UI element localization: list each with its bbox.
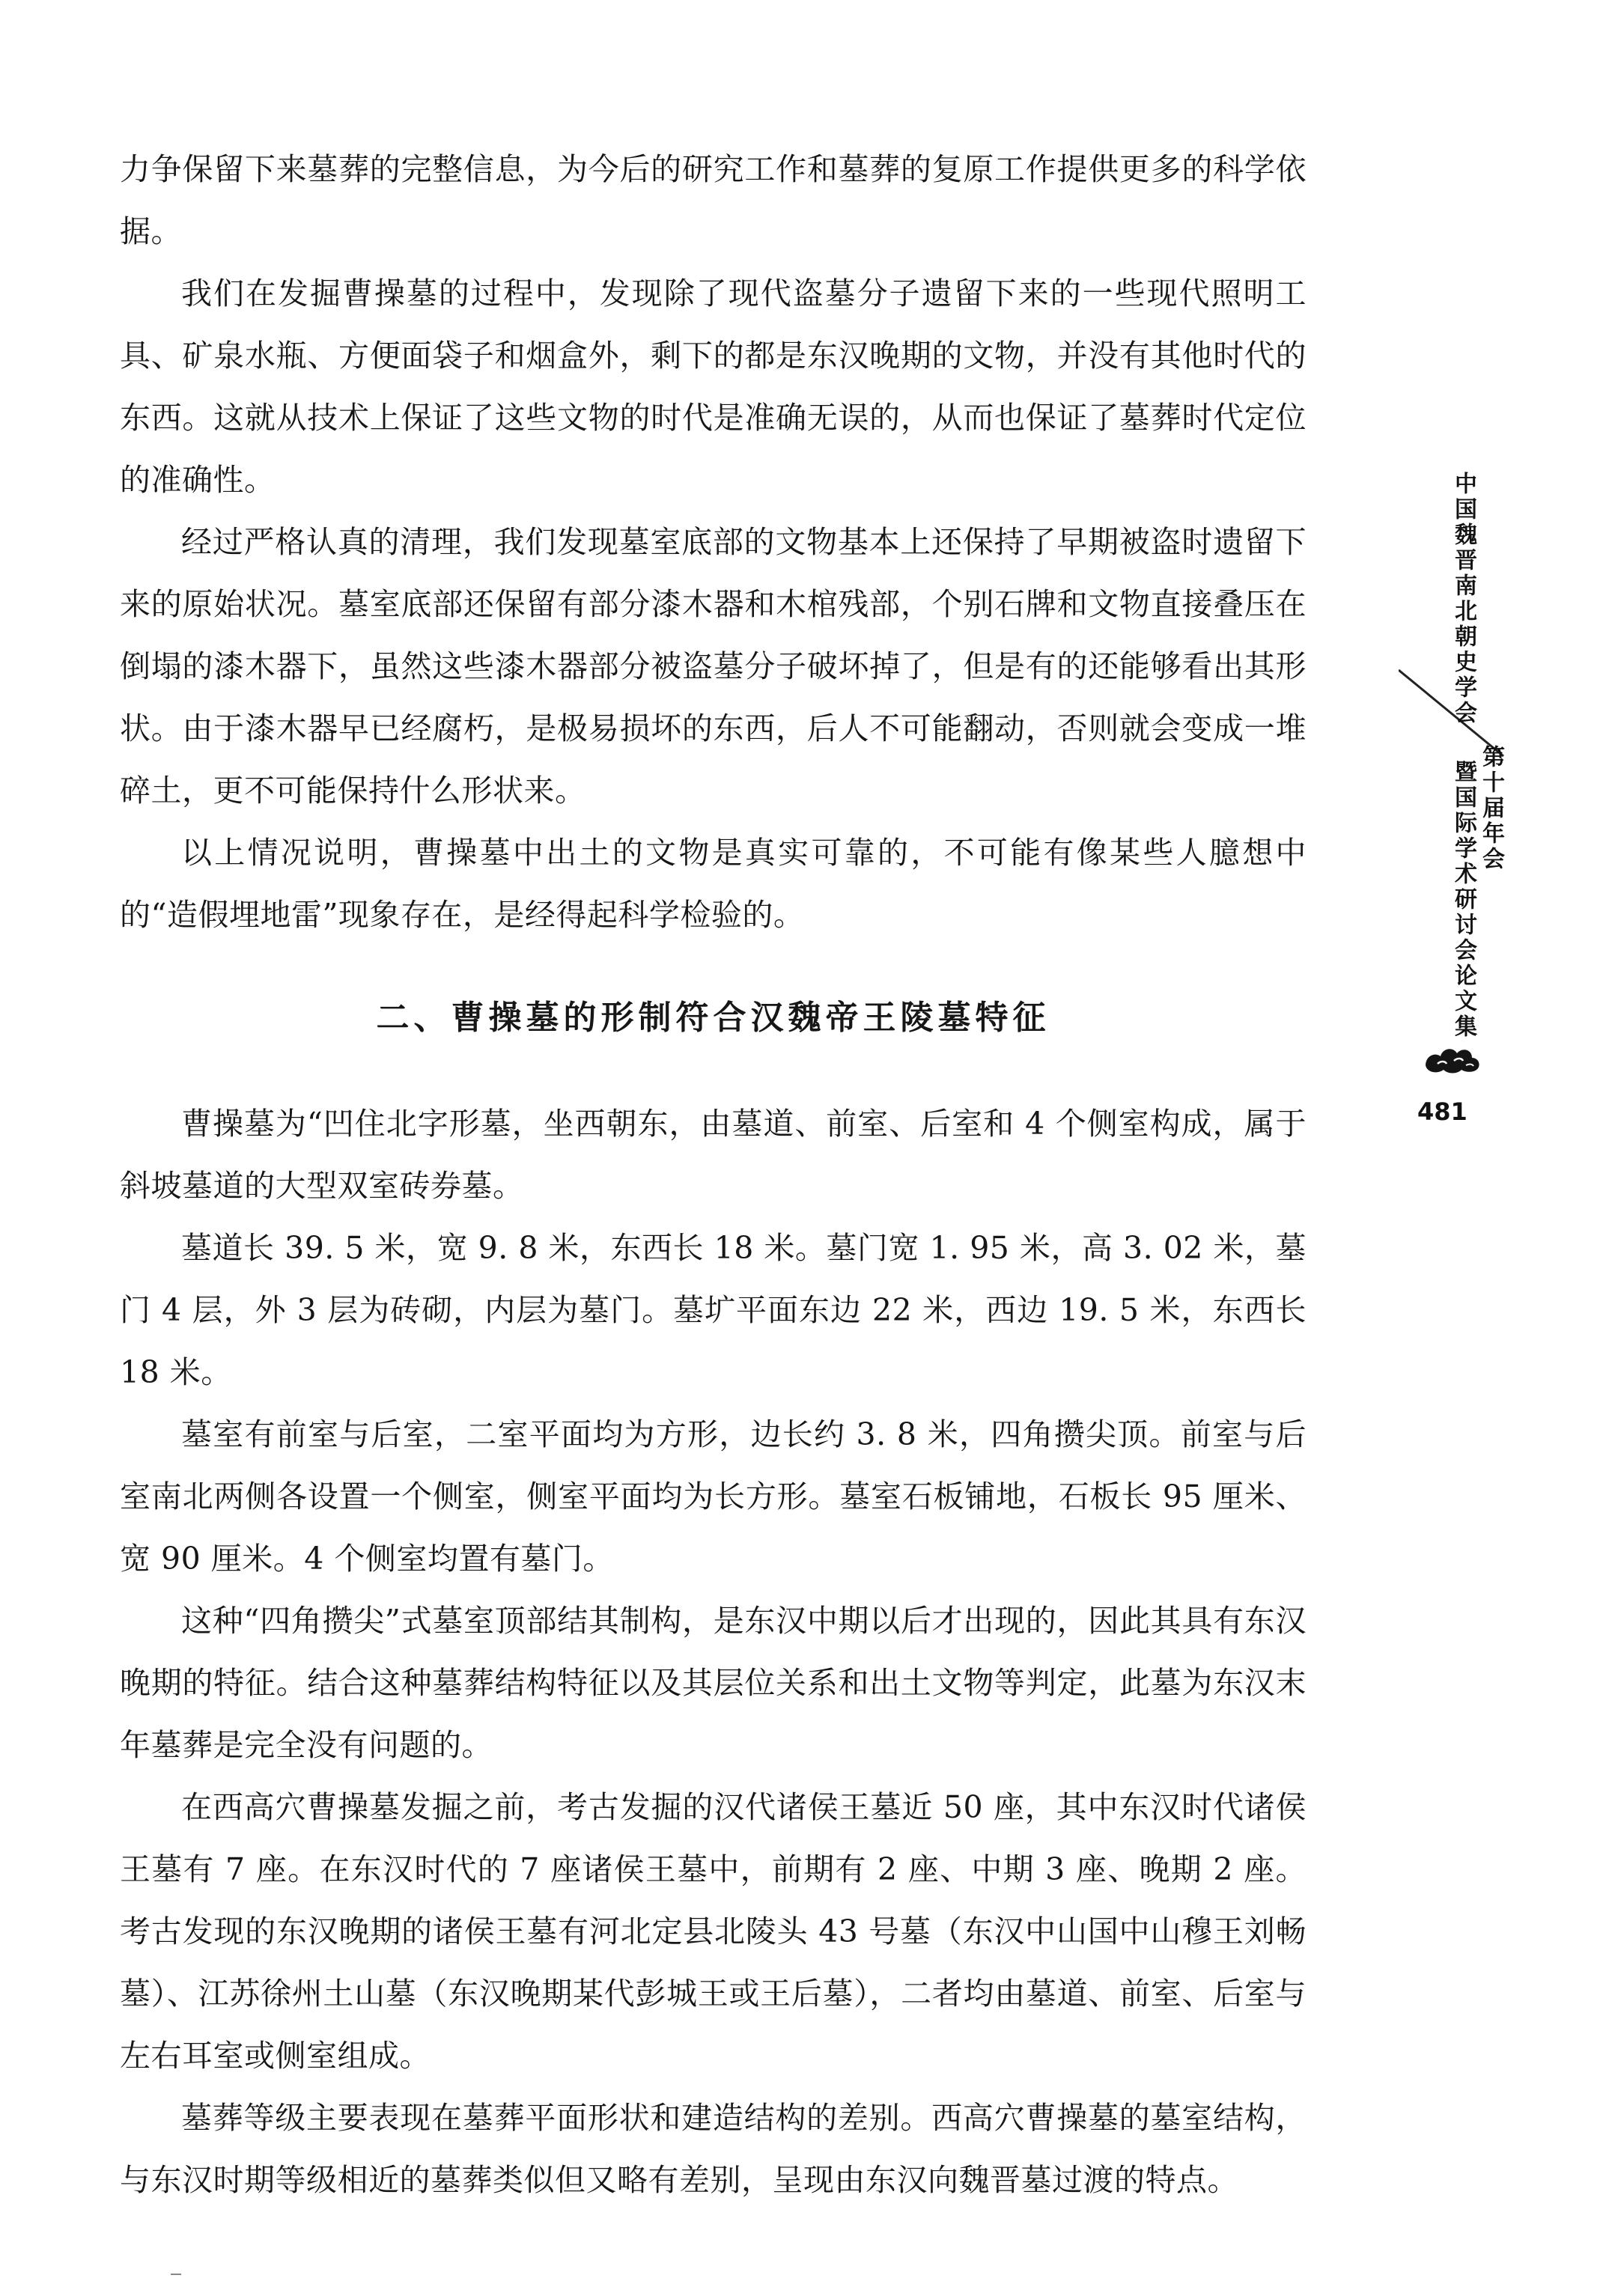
- proceedings-title: 暨国际学术研讨会论文集: [1450, 760, 1476, 1040]
- paragraph: 以上情况说明，曹操墓中出土的文物是真实可靠的，不可能有像某些人臆想中的“造假埋地雷”现象存在，是经得起科学检验的。: [120, 835, 1307, 933]
- paragraph: 这种“四角攒尖”式墓室顶部结其制构，是东汉中期以后才出现的，因此其具有东汉晚期的特征。结合这种墓葬结构特征以及其层位关系和出土文物等判定，此墓为东汉末年墓葬是完全没有问题的。: [120, 1603, 1307, 1763]
- paragraph: 在西高穴曹操墓发掘之前，考古发掘的汉代诸侯王墓近 50 座，其中东汉时代诸侯王墓有 7 座。在东汉时代的 7 座诸侯王墓中，前期有 2 座、中期 3 座、晚期 2 座。考古发现的东汉晚期的诸侯王墓有河北定县北陵头 43 号墓（东汉中山国中山穆王刘畅墓）、江苏徐州土山墓（东汉晚期某代彭城王或王后墓），二者均由墓道、前室、后室与左右耳室或侧室组成。: [120, 1789, 1307, 2074]
- running-header-sidebar: [1399, 449, 1526, 1198]
- paragraph: 曹操墓为“凹住北字形墓，坐西朝东，由墓道、前室、后室和 4 个侧室构成，属于斜坡墓道的大型双室砖券墓。: [120, 1106, 1307, 1204]
- scan-mark: [171, 2274, 181, 2275]
- page-number: 481: [1417, 1097, 1467, 1126]
- main-text-column: [120, 138, 1307, 2211]
- paragraph: 墓室有前室与后室，二室平面均为方形，边长约 3. 8 米，四角攒尖顶。前室与后室南北两侧各设置一个侧室，侧室平面均为长方形。墓室石板铺地，石板长 95 厘米、宽 90 厘米。4 个侧室均置有墓门。: [120, 1416, 1307, 1577]
- society-name: 中国魏晋南北朝史学会: [1450, 472, 1476, 726]
- paragraph: 墓葬等级主要表现在墓葬平面形状和建造结构的差别。西高穴曹操墓的墓室结构，与东汉时期等级相近的墓葬类似但又略有差别，呈现由东汉向魏晋墓过渡的特点。: [120, 2100, 1307, 2198]
- section-heading: 二、曹操墓的形制符合汉魏帝王陵墓特征: [376, 999, 1050, 1037]
- conference-session: 第十届年会: [1478, 745, 1504, 872]
- paragraph: 力争保留下来墓葬的完整信息，为今后的研究工作和墓葬的复原工作提供更多的科学依据。: [120, 151, 1307, 249]
- paragraph: 我们在发掘曹操墓的过程中，发现除了现代盗墓分子遗留下来的一些现代照明工具、矿泉水瓶、方便面袋子和烟盒外，剩下的都是东汉晚期的文物，并没有其他时代的东西。这就从技术上保证了这些文物的时代是准确无误的，从而也保证了墓葬时代定位的准确性。: [120, 275, 1307, 498]
- cloud-ornament-icon: [1423, 1043, 1482, 1076]
- paragraph: 墓道长 39. 5 米，宽 9. 8 米，东西长 18 米。墓门宽 1. 95 米，高 3. 02 米，墓门 4 层，外 3 层为砖砌，内层为墓门。墓圹平面东边 22 米，西边 19. 5 米，东西长 18 米。: [120, 1230, 1307, 1390]
- paragraph: 经过严格认真的清理，我们发现墓室底部的文物基本上还保持了早期被盗时遗留下来的原始状况。墓室底部还保留有部分漆木器和木棺残部，个别石牌和文物直接叠压在倒塌的漆木器下，虽然这些漆木器部分被盗墓分子破坏掉了，但是有的还能够看出其形状。由于漆木器早已经腐朽，是极易损坏的东西，后人不可能翻动，否则就会变成一堆碎土，更不可能保持什么形状来。: [120, 524, 1307, 809]
